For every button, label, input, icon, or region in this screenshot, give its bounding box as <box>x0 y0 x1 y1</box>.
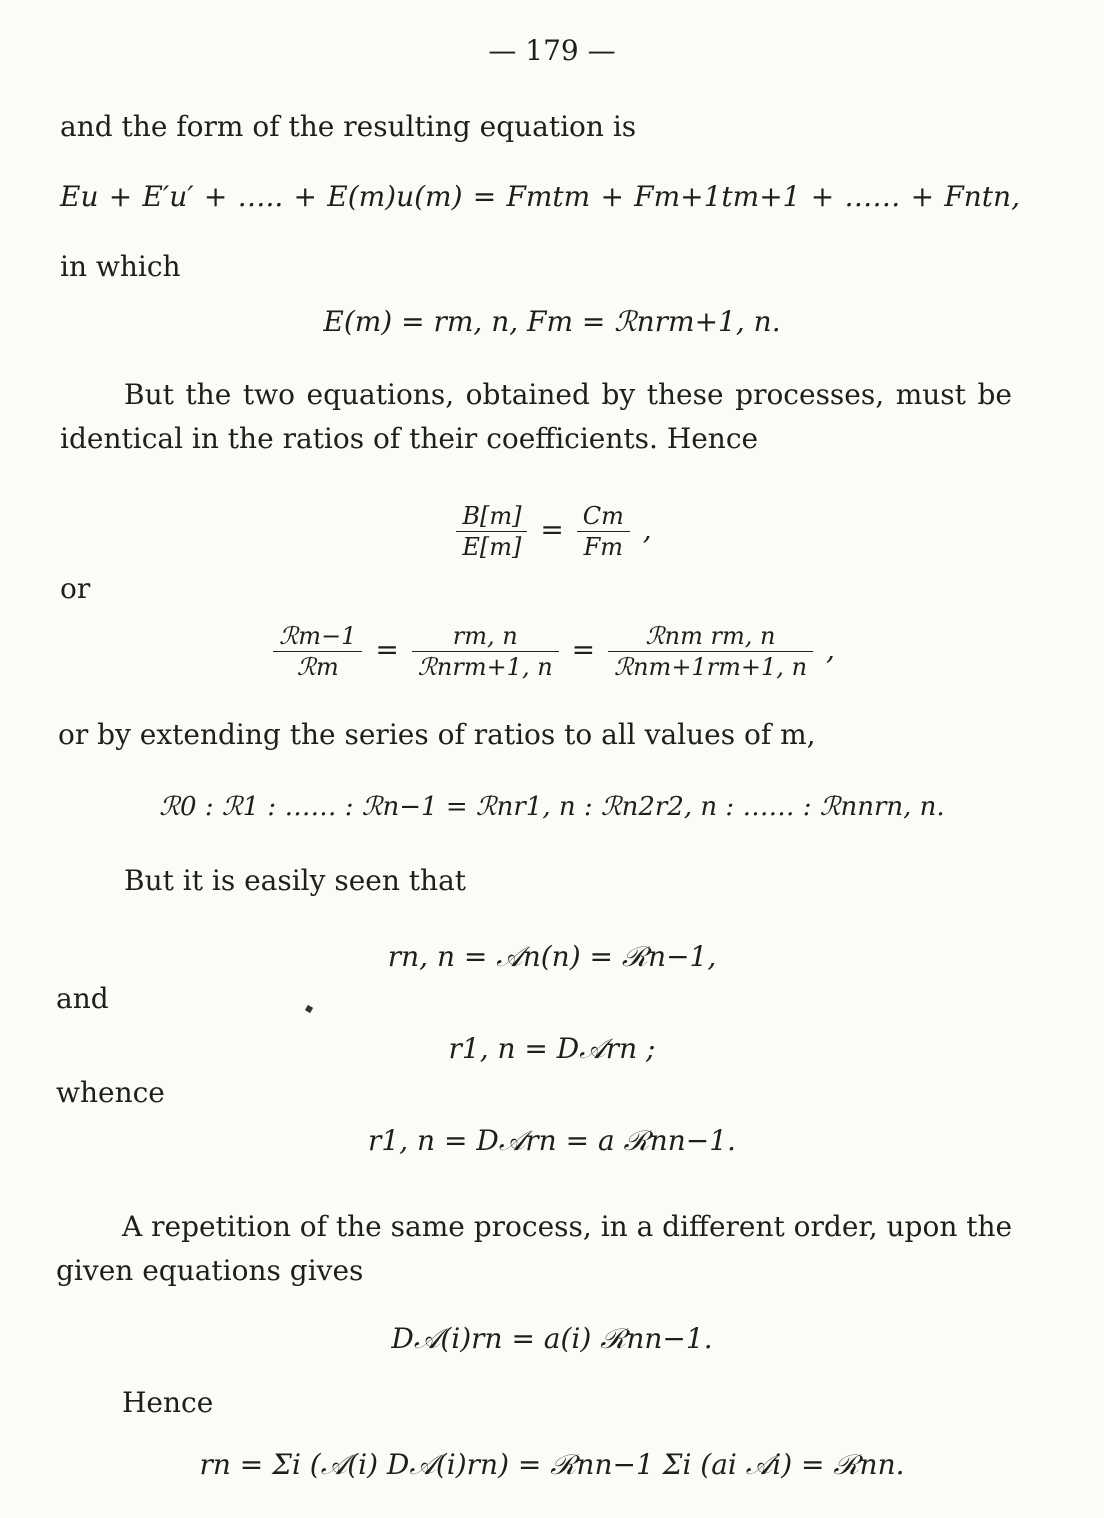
equation-punctuation: , <box>825 633 835 666</box>
fraction-denominator: E[m] <box>462 533 522 561</box>
page-number: — 179 — <box>488 34 616 67</box>
fraction-denominator: ℛnrm+1, n <box>417 653 553 681</box>
fraction <box>273 621 362 682</box>
equation-line: rn = Σi (𝒜(i) D𝒜(i)rn) = ℛnn−1 Σi (ai 𝒜i) = ℛnn. <box>199 1448 905 1481</box>
text-line: But it is easily seen that <box>124 864 467 897</box>
fraction-denominator: Fm <box>583 533 623 561</box>
fraction-numerator: rm, n <box>412 621 559 652</box>
text-line: or <box>60 572 91 605</box>
equation-line: ℛ0 : ℛ1 : …… : ℛn−1 = ℛnr1, n : ℛn2r2, n : …… : ℛnnrn, n. <box>159 792 945 822</box>
text-line: in which <box>60 250 181 283</box>
fraction <box>608 621 813 682</box>
fraction <box>412 621 559 682</box>
fraction-denominator: ℛm <box>296 653 339 681</box>
fraction-denominator: ℛnm+1rm+1, n <box>613 653 808 681</box>
equation-line: E(m) = rm, n, Fm = ℛnrm+1, n. <box>323 305 781 338</box>
fraction <box>456 501 527 562</box>
equation-line: rn, n = 𝒜n(n) = ℛn−1, <box>387 940 717 973</box>
equals-sign: = <box>375 633 399 666</box>
fraction <box>577 501 630 562</box>
equation-line: r1, n = D𝒜rn ; <box>448 1032 656 1065</box>
text-line: A repetition of the same process, in a different order, upon the <box>122 1210 1013 1243</box>
fraction-numerator: ℛnm rm, n <box>608 621 813 652</box>
fraction-numerator: B[m] <box>456 501 527 532</box>
fraction-equation-2 <box>0 620 1104 682</box>
equation-punctuation: , <box>642 513 652 546</box>
text-line: whence <box>56 1076 165 1109</box>
text-line: given equations gives <box>56 1254 364 1287</box>
equation-line: D𝒜(i)rn = a(i) ℛnn−1. <box>391 1322 713 1355</box>
equals-sign: = <box>571 633 596 666</box>
text-line: and the form of the resulting equation is <box>60 110 637 143</box>
equation-line: Eu + E′u′ + ….. + E(m)u(m) = Fmtm + Fm+1tm+1 + …… + Fntn, <box>60 180 1020 213</box>
fraction-numerator: Cm <box>577 501 630 532</box>
equals-sign: = <box>540 513 564 546</box>
ink-speck <box>305 1005 313 1013</box>
text-line: or by extending the series of ratios to all values of m, <box>58 718 816 751</box>
text-line: identical in the ratios of their coefficients. Hence <box>60 422 759 455</box>
text-line: and <box>56 982 109 1015</box>
fraction-equation-1 <box>0 500 1104 562</box>
text-line: But the two equations, obtained by these processes, must be <box>124 378 1012 411</box>
fraction-numerator: ℛm−1 <box>273 621 362 652</box>
text-line: Hence <box>122 1386 214 1419</box>
equation-line: r1, n = D𝒜rn = a ℛnn−1. <box>368 1124 736 1157</box>
